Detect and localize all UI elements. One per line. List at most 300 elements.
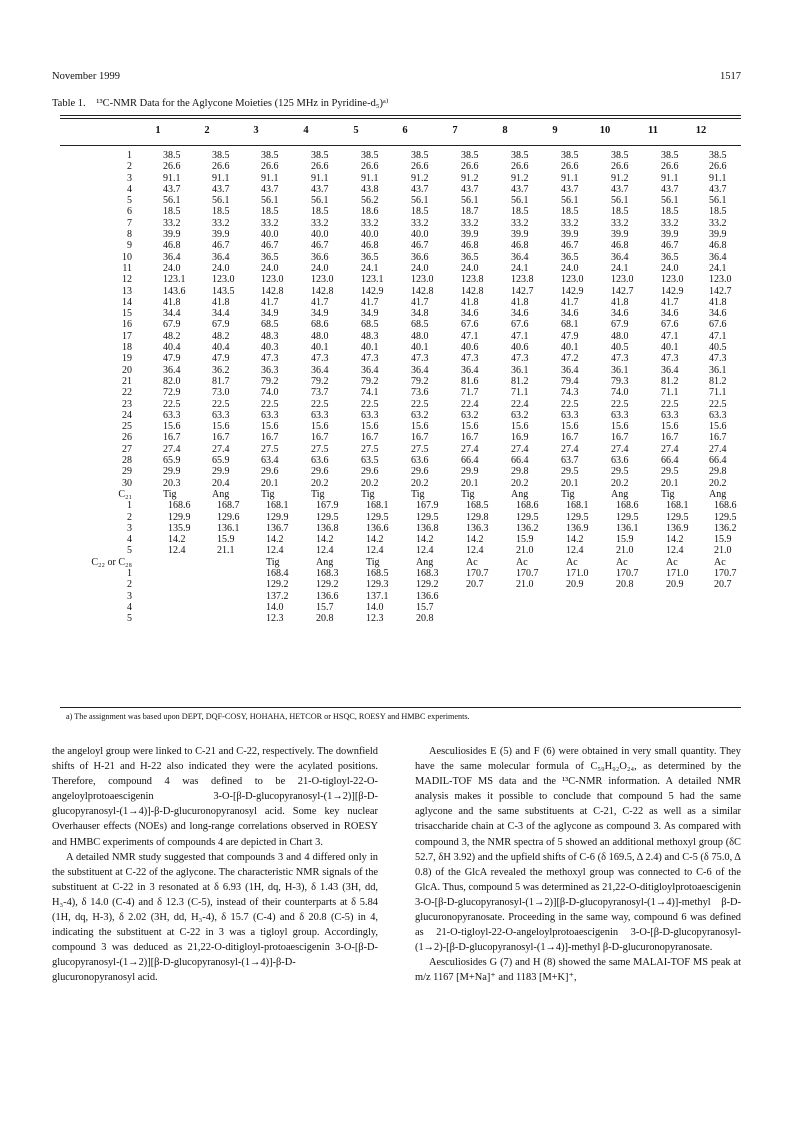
table-cell: 20.9 [566, 579, 584, 591]
table-cell: 123.0 [411, 274, 434, 286]
table-cell: 15.6 [661, 421, 679, 433]
table-cell: 43.7 [163, 183, 181, 195]
table-cell: 20.2 [361, 477, 379, 489]
table-cell: 171.0 [666, 567, 689, 579]
table-cell: Ang [709, 488, 727, 500]
table-cell [195, 557, 244, 568]
table-cell: 129.5 [666, 511, 689, 523]
table-cell [692, 591, 741, 602]
table-cell: 74.0 [611, 387, 629, 399]
table-cell: 24.0 [163, 262, 181, 274]
table-cell: 39.9 [661, 229, 679, 241]
table-cell: 14.0 [366, 601, 384, 613]
table-cell: 43.7 [661, 183, 679, 195]
row-label: 17 [122, 330, 132, 342]
table-cell: 14.2 [168, 534, 186, 546]
left-paragraph-1: the angeloyl group were linked to C-21 and C-22, respectively. The downfield shifts of H-21 and H-22 also indicated they were the acylated positions. Therefore, compound 4 was defined to be 21-O-tigloyl-22-O-angeloylprotoaescigenin 3-O-[β-D-glucopyranosyl-(1→2)][β-D-glucopyranosyl-(1→4)]-β-D-glucuronopyranosyl acid. Some key nuclear Overhauser effects (NOEs) and long-range correlations observed in ROESY and HMBC experiments of compounds 4 are depicted in Chart 3. [52, 746, 378, 848]
table-cell: 16.7 [709, 432, 727, 444]
column-header: 8 [502, 125, 508, 136]
table-row [60, 173, 741, 184]
table-cell [146, 602, 195, 613]
table-cell: 48.3 [261, 330, 279, 342]
table-cell: 47.3 [411, 353, 429, 365]
table-cell: 43.7 [511, 183, 529, 195]
table-cell: 18.5 [661, 206, 679, 218]
table-cell: 15.9 [516, 534, 534, 546]
table-cell: 38.5 [311, 150, 329, 161]
table-cell: 22.4 [511, 398, 529, 410]
table-cell: 14.2 [266, 534, 284, 546]
column-header: 7 [452, 125, 458, 136]
table-cell: 129.8 [466, 511, 489, 523]
row-label: 1 [127, 150, 132, 161]
table-row [60, 432, 741, 443]
table-cell: 63.6 [411, 455, 429, 467]
table-cell: Ac [616, 556, 628, 568]
table-cell: 170.7 [714, 567, 737, 579]
table-cell: 20.1 [461, 477, 479, 489]
table-cell: 24.1 [611, 262, 629, 274]
table-cell: 27.4 [709, 443, 727, 455]
table-cell: 40.5 [611, 342, 629, 354]
table-cell: 67.6 [709, 319, 727, 331]
table-cell: 29.9 [461, 466, 479, 478]
table-row [60, 512, 741, 523]
table-cell: 16.9 [511, 432, 529, 444]
table-cell: 47.3 [261, 353, 279, 365]
table-cell: 18.6 [361, 206, 379, 218]
table-cell: 63.2 [461, 409, 479, 421]
table-cell: 20.1 [661, 477, 679, 489]
table-cell: 21.1 [217, 545, 235, 557]
table-row [60, 444, 741, 455]
table-cell: 26.6 [709, 161, 727, 173]
row-label: 2 [127, 161, 132, 173]
table-cell: 12.4 [666, 545, 684, 557]
table-cell [594, 613, 644, 624]
table-cell: 123.1 [361, 274, 384, 286]
table-cell: 22.5 [261, 398, 279, 410]
table-cell: 27.4 [461, 443, 479, 455]
table-cell: 36.4 [163, 251, 181, 263]
table-cell: 63.2 [511, 409, 529, 421]
table-cell: 123.0 [611, 274, 634, 286]
table-cell: Tig [661, 488, 675, 500]
row-label: 1 [127, 567, 132, 579]
table-cell: 65.9 [163, 455, 181, 467]
table-cell: 47.2 [561, 353, 579, 365]
table-cell: 15.9 [217, 534, 235, 546]
table-cell: 21.0 [616, 545, 634, 557]
table-cell: 34.6 [611, 308, 629, 320]
table-cell: 24.0 [461, 262, 479, 274]
row-label: C₂₂ or C₂₈ [91, 556, 132, 568]
table-cell: 24.1 [511, 262, 529, 274]
table-cell: 129.5 [616, 511, 639, 523]
table-cell [644, 613, 692, 624]
row-label: 11 [122, 262, 132, 274]
table-cell: 24.0 [561, 262, 579, 274]
table-cell: 67.6 [661, 319, 679, 331]
table-cell: 46.8 [709, 240, 727, 252]
table-cell: 56.1 [661, 195, 679, 207]
table-cell: 36.1 [611, 364, 629, 376]
table-cell: 41.7 [261, 296, 279, 308]
table-cell: 142.9 [661, 285, 684, 297]
table-cell: 20.8 [316, 613, 334, 625]
table-cell: 34.6 [561, 308, 579, 320]
table-cell: 15.7 [416, 601, 434, 613]
table-cell: 38.5 [661, 150, 679, 161]
table-cell: 14.2 [316, 534, 334, 546]
table-cell: 136.6 [316, 590, 339, 602]
table-cell: 29.5 [661, 466, 679, 478]
table-cell: 26.6 [361, 161, 379, 173]
table-cell: 91.1 [561, 172, 579, 184]
table-cell: 123.8 [461, 274, 484, 286]
table-cell: 123.0 [661, 274, 684, 286]
table-cell: 143.5 [212, 285, 235, 297]
table-cell: 47.3 [611, 353, 629, 365]
table-cell: 129.5 [714, 511, 737, 523]
table-cell: 36.4 [212, 251, 230, 263]
table-cell: 36.5 [461, 251, 479, 263]
table-cell: Ac [516, 556, 528, 568]
table-cell: 34.6 [709, 308, 727, 320]
table-cell: 15.6 [611, 421, 629, 433]
table-cell: 68.5 [361, 319, 379, 331]
table-cell: 29.9 [163, 466, 181, 478]
row-label: 8 [127, 229, 132, 241]
table-cell [494, 613, 544, 624]
table-cell: 136.9 [566, 522, 589, 534]
table-cell: 168.7 [217, 500, 240, 512]
table-cell: 20.7 [466, 579, 484, 591]
row-label: 18 [122, 342, 132, 354]
table-cell: 36.4 [361, 364, 379, 376]
table-cell: 38.5 [361, 150, 379, 161]
table-cell: 123.0 [261, 274, 284, 286]
table-cell: 79.4 [561, 375, 579, 387]
table-cell: 29.6 [311, 466, 329, 478]
column-header: 10 [599, 125, 611, 136]
table-cell: 47.1 [661, 330, 679, 342]
row-label: 12 [122, 274, 132, 286]
table-cell: 142.8 [311, 285, 334, 297]
table-cell [644, 591, 692, 602]
table-cell: 41.7 [561, 296, 579, 308]
table-cell: 26.6 [163, 161, 181, 173]
table-cell: 43.7 [311, 183, 329, 195]
table-cell: 29.8 [511, 466, 529, 478]
journal-date: November 1999 [52, 71, 120, 82]
table-cell: 36.4 [661, 364, 679, 376]
table-cell: 33.2 [163, 217, 181, 229]
table-cell: 12.4 [266, 545, 284, 557]
table-cell: 67.9 [163, 319, 181, 331]
table-cell: 36.4 [411, 364, 429, 376]
table-cell: 22.4 [461, 398, 479, 410]
table-cell: 63.3 [163, 409, 181, 421]
table-cell: 74.3 [561, 387, 579, 399]
table-cell: Tig [261, 488, 275, 500]
table-cell: 47.9 [212, 353, 230, 365]
table-cell: 20.2 [611, 477, 629, 489]
column-header: 2 [204, 125, 210, 136]
row-label: 4 [127, 183, 132, 195]
row-label: 3 [127, 172, 132, 184]
table-cell: 63.3 [611, 409, 629, 421]
table-cell: 47.3 [511, 353, 529, 365]
table-cell: 18.5 [709, 206, 727, 218]
table-cell [494, 591, 544, 602]
table-cell: 63.3 [261, 409, 279, 421]
table-cell: 26.6 [611, 161, 629, 173]
table-cell: 56.1 [163, 195, 181, 207]
table-cell: 40.0 [261, 229, 279, 241]
table-row [60, 308, 741, 319]
table-cell: 67.6 [511, 319, 529, 331]
table-row [60, 331, 741, 342]
row-label: 30 [122, 477, 132, 489]
table-cell: 56.2 [361, 195, 379, 207]
table-cell: 34.6 [661, 308, 679, 320]
nmr-data-table [60, 150, 741, 624]
table-row [60, 263, 741, 274]
table-cell: 136.7 [266, 522, 289, 534]
table-cell: 56.1 [709, 195, 727, 207]
table-row [60, 410, 741, 421]
table-row [60, 274, 741, 285]
table-cell: Ac [714, 556, 726, 568]
table-cell: 91.2 [611, 172, 629, 184]
table-cell: 79.2 [311, 375, 329, 387]
table-cell: 20.2 [411, 477, 429, 489]
table-cell: 67.9 [212, 319, 230, 331]
table-row [60, 229, 741, 240]
table-cell: 56.1 [311, 195, 329, 207]
table-cell: 47.3 [661, 353, 679, 365]
table-cell: 168.6 [516, 500, 539, 512]
table-cell: 36.5 [361, 251, 379, 263]
table-cell: 168.1 [666, 500, 689, 512]
table-cell: 20.7 [714, 579, 732, 591]
table-cell: 26.6 [461, 161, 479, 173]
table-cell: 22.5 [561, 398, 579, 410]
table-cell: 20.2 [709, 477, 727, 489]
row-label: 9 [127, 240, 132, 252]
table-cell: 33.2 [661, 217, 679, 229]
table-cell: 129.5 [566, 511, 589, 523]
table-cell: 41.8 [212, 296, 230, 308]
table-label: Table 1. [52, 98, 86, 109]
table-cell: 43.7 [561, 183, 579, 195]
table-cell: Ang [611, 488, 629, 500]
table-cell: 67.9 [611, 319, 629, 331]
table-cell: 38.5 [212, 150, 230, 161]
table-cell: Tig [361, 488, 375, 500]
right-paragraph-1: Aesculiosides E (5) and F (6) were obtained in very small quantity. They have the same molecular formula of C₅₉H₉₂O₂₄, as determined by the MADIL-TOF MS data and the ¹³C-NMR information. A detailed NMR analysis makes it possible to conclude that compound 5 had the same aglycone and the same substituents at C-21, C-22 as well as a similar trisaccharide chain at C-3 of the aglycone as compound 3. As compared with compound 3, the NMR spectra of 5 showed an additional methoxyl group (δC 52.7, δH 3.92) and the upfield shifts of C-6 (δ 169.5, Δ 2.4) and C-5 (δ 75.0, Δ 0.8) of the GlcA revealed the methoxyl group was connected to C-6 of the GlcA. Thus, compound 5 was determined as 21,22-O-ditigloylprotoaescigenin 3-O-[β-D-glucopyranosyl-(1→2)][β-D-glucopyranosyl-(1→4)]-methyl β-D-glucuronopyranosate. Proceeding in the same way, compound 6 was defined as 21-O-tigloyl-22-O-angeloylprotoaescigenin 3-O-[β-D-glucopyranosyl-(1→2)-[β-D-glucopyranosyl-(1→4)]-methyl β-D-glucuronopyranosate. [415, 746, 741, 954]
table-row [60, 286, 741, 297]
table-cell: 46.7 [212, 240, 230, 252]
table-cell: 38.5 [163, 150, 181, 161]
table-cell: Tig [311, 488, 325, 500]
table-cell: 66.4 [511, 455, 529, 467]
table-cell: 34.9 [311, 308, 329, 320]
table-cell: 46.7 [561, 240, 579, 252]
table-cell: 15.6 [461, 421, 479, 433]
table-cell: 20.8 [416, 613, 434, 625]
table-cell: 81.2 [511, 375, 529, 387]
table-cell: 170.7 [466, 567, 489, 579]
table-cell: Ang [212, 488, 230, 500]
table-cell: 91.2 [411, 172, 429, 184]
table-cell: 91.1 [311, 172, 329, 184]
table-cell: 29.6 [361, 466, 379, 478]
table-cell: 20.9 [666, 579, 684, 591]
table-cell: 33.2 [461, 217, 479, 229]
table-cell: 27.4 [661, 443, 679, 455]
table-cell: 14.0 [266, 601, 284, 613]
table-cell: 46.8 [511, 240, 529, 252]
table-cell: 34.9 [261, 308, 279, 320]
table-cell: 123.0 [561, 274, 584, 286]
table-cell: Tig [561, 488, 575, 500]
table-cell: Ang [511, 488, 529, 500]
table-cell: 46.8 [163, 240, 181, 252]
table-cell: 12.4 [566, 545, 584, 557]
table-cell: 36.1 [511, 364, 529, 376]
table-cell [195, 579, 244, 590]
table-cell: 65.9 [212, 455, 230, 467]
column-header: 6 [402, 125, 408, 136]
table-cell: 47.9 [561, 330, 579, 342]
left-text-column [52, 744, 378, 986]
table-cell: 81.6 [461, 375, 479, 387]
table-cell: 15.6 [212, 421, 230, 433]
table-cell: 168.6 [714, 500, 737, 512]
table-cell: Tig [366, 556, 380, 568]
table-cell [692, 613, 741, 624]
table-row [60, 319, 741, 330]
table-cell: 167.9 [416, 500, 439, 512]
table-cell: 38.5 [511, 150, 529, 161]
table-cell: 46.8 [361, 240, 379, 252]
table-cell: 34.9 [361, 308, 379, 320]
table-cell: 79.2 [361, 375, 379, 387]
table-cell: 18.5 [411, 206, 429, 218]
table-cell: 26.6 [261, 161, 279, 173]
table-cell [146, 579, 195, 590]
table-cell: 18.5 [511, 206, 529, 218]
table-body [60, 150, 741, 624]
table-cell: 71.7 [461, 387, 479, 399]
table-cell: 63.3 [661, 409, 679, 421]
table-cell [146, 613, 195, 624]
row-label: 5 [127, 545, 132, 557]
table-cell: 20.2 [311, 477, 329, 489]
table-cell: 22.5 [163, 398, 181, 410]
row-label: 29 [122, 466, 132, 478]
table-cell: 18.5 [561, 206, 579, 218]
table-cell: 18.7 [461, 206, 479, 218]
table-cell: 40.1 [311, 342, 329, 354]
table-cell: 12.4 [168, 545, 186, 557]
table-row [60, 195, 741, 206]
table-cell: 38.5 [709, 150, 727, 161]
table-cell: 129.3 [366, 579, 389, 591]
table-cell: 16.7 [661, 432, 679, 444]
table-cell: 56.1 [461, 195, 479, 207]
row-label: 2 [127, 511, 132, 523]
table-cell: 34.6 [461, 308, 479, 320]
table-cell: 129.6 [217, 511, 240, 523]
table-cell: 129.5 [416, 511, 439, 523]
table-cell: 68.5 [261, 319, 279, 331]
table-top-rule [60, 115, 741, 116]
right-paragraph-2: Aesculiosides G (7) and H (8) showed the same MALAI-TOF MS peak at m/z 1167 [M+Na]⁺ and 1183 [M+K]⁺, [415, 957, 741, 984]
row-label: 25 [122, 421, 132, 433]
table-cell: 36.6 [311, 251, 329, 263]
table-cell: 27.5 [411, 443, 429, 455]
table-row [60, 579, 741, 590]
table-cell: 47.1 [511, 330, 529, 342]
table-cell: 56.1 [411, 195, 429, 207]
table-row [60, 353, 741, 364]
table-cell: 129.5 [516, 511, 539, 523]
table-cell: 56.1 [261, 195, 279, 207]
table-cell: 91.1 [163, 172, 181, 184]
row-label: 1 [127, 500, 132, 512]
table-cell: 16.7 [611, 432, 629, 444]
table-cell: Ac [566, 556, 578, 568]
table-cell: 34.6 [511, 308, 529, 320]
row-label: 23 [122, 398, 132, 410]
table-cell: 16.7 [561, 432, 579, 444]
table-cell: 27.5 [361, 443, 379, 455]
table-cell: 38.5 [561, 150, 579, 161]
table-cell: 73.0 [212, 387, 230, 399]
table-cell: 18.5 [311, 206, 329, 218]
table-cell: 24.1 [361, 262, 379, 274]
table-cell: 15.6 [361, 421, 379, 433]
table-cell: 16.7 [261, 432, 279, 444]
table-cell: 136.1 [217, 522, 240, 534]
table-cell [444, 613, 494, 624]
table-cell: 33.2 [709, 217, 727, 229]
table-cell: 63.3 [212, 409, 230, 421]
table-cell: 22.5 [361, 398, 379, 410]
table-cell: 56.1 [561, 195, 579, 207]
table-cell: 21.0 [516, 545, 534, 557]
table-cell: 56.1 [212, 195, 230, 207]
table-cell: 36.4 [311, 364, 329, 376]
table-cell [146, 568, 195, 579]
table-cell: 36.5 [661, 251, 679, 263]
table-cell: 20.3 [163, 477, 181, 489]
table-cell: 136.9 [666, 522, 689, 534]
table-cell: 18.5 [611, 206, 629, 218]
table-cell: 136.8 [316, 522, 339, 534]
table-cell: 91.1 [709, 172, 727, 184]
table-cell: 12.4 [366, 545, 384, 557]
table-cell: 41.7 [411, 296, 429, 308]
table-cell: 48.2 [212, 330, 230, 342]
table-cell: 46.7 [411, 240, 429, 252]
table-cell: 27.5 [311, 443, 329, 455]
row-label: 26 [122, 432, 132, 444]
table-cell: 18.5 [163, 206, 181, 218]
